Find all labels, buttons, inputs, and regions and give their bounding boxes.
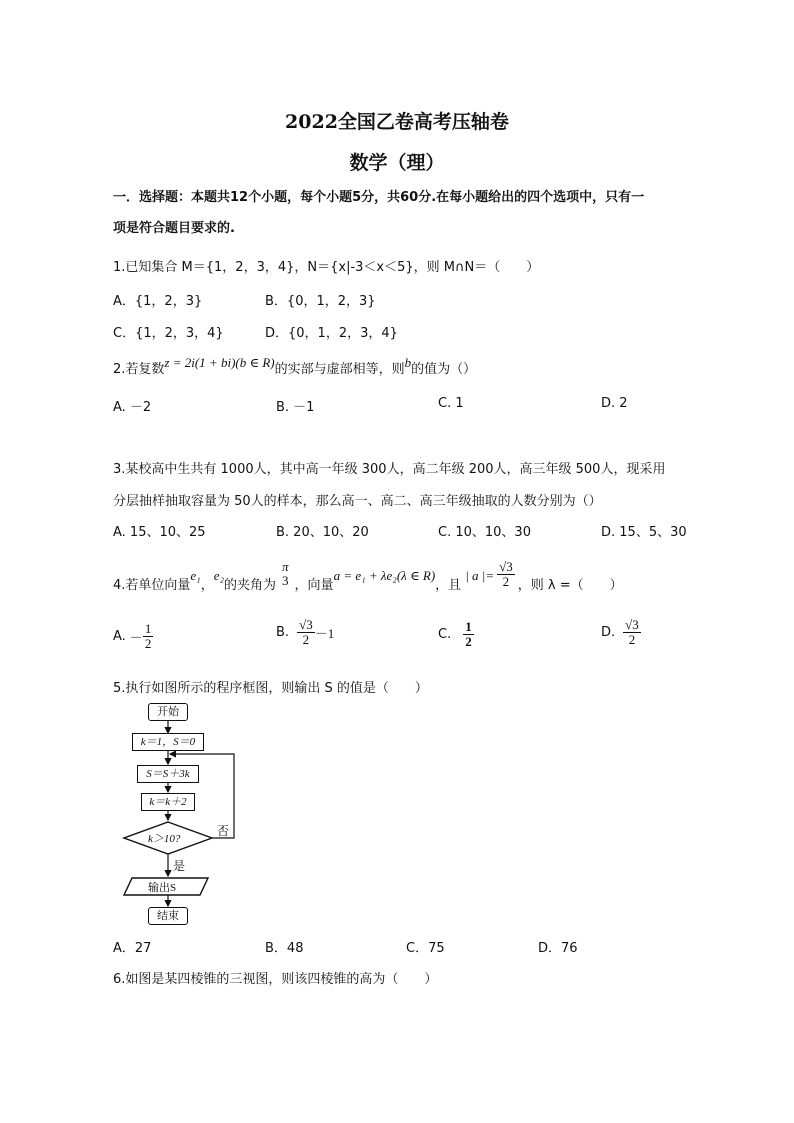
question-4-sep: ，: [200, 577, 214, 593]
question-3-option-a: A. 15、10、25: [113, 525, 206, 540]
question-4-option-d-fraction: [623, 618, 641, 646]
flowchart-condition: k＞10?: [148, 833, 181, 845]
question-2-option-b: B. －1: [276, 400, 315, 415]
question-3-option-d: D. 15、5、30: [601, 525, 687, 540]
question-5-option-b: B．48: [265, 941, 304, 956]
question-3-option-c: C. 10、10、30: [438, 525, 531, 540]
question-4-option-a-label: A.: [113, 628, 126, 644]
question-4-option-d-num: √3: [625, 617, 639, 632]
question-4-option-a-den: 2: [144, 635, 152, 651]
question-4-option-a: [113, 622, 153, 650]
flowchart-yes-label: 是: [173, 859, 186, 873]
question-4-option-c-num: 1: [465, 619, 472, 634]
question-5-option-c: C．75: [406, 941, 445, 956]
question-4-option-a-sign: －: [129, 629, 143, 645]
question-4-stem: [113, 552, 623, 596]
question-5-option-a: A．27: [113, 941, 152, 956]
flowchart-init: k＝1，S＝0: [132, 733, 204, 751]
question-2-formula: z = 2i(1 + bi)(b ∈ R): [164, 355, 275, 370]
question-2-var: b: [404, 355, 412, 370]
question-3-line2: 分层抽样抽取容量为 50人的样本，那么高一、高二、高三年级抽取的人数分别为（）: [113, 494, 602, 509]
question-4-option-b-tail: －1: [314, 625, 335, 641]
question-4-option-a-fraction: [143, 622, 154, 650]
question-2-suffix: 的实部与虚部相等，则: [274, 362, 405, 377]
question-4-e1: e₁: [190, 568, 201, 583]
question-4-abs-fraction: [497, 560, 515, 588]
flowchart-step-s: S＝S＋3k: [137, 765, 199, 783]
question-4-option-d-den: 2: [628, 631, 636, 647]
question-3-option-b: B. 20、10、20: [276, 525, 369, 540]
flowchart: [118, 700, 248, 932]
page-title: 2022全国乙卷高考压轴卷: [285, 111, 509, 133]
question-4-option-c-label: C.: [438, 626, 452, 642]
question-4-option-b-den: 2: [302, 631, 310, 647]
question-4-option-b-fraction: [297, 618, 315, 646]
question-4-two: 2: [502, 573, 510, 589]
question-5-option-d: D．76: [538, 941, 578, 956]
question-1-option-c: C．{1，2，3，4}: [113, 326, 224, 341]
question-4-option-b-num: √3: [299, 617, 313, 632]
flowchart-no-label: 否: [217, 824, 230, 838]
question-4-sqrt3: √3: [499, 558, 513, 574]
question-5-stem: 5.执行如图所示的程序框图，则输出 S 的值是（ ）: [113, 681, 428, 696]
section-instructions-line2: 项是符合题目要求的.: [113, 221, 235, 236]
question-4-option-c-den: 2: [465, 633, 472, 649]
question-1-stem: 1.已知集合 M＝{1，2，3，4}，N＝{x|-3＜x＜5}，则 M∩N＝（ ）: [113, 260, 540, 275]
flowchart-end: 结束: [148, 907, 188, 925]
question-4-end: ，则 λ =（ ）: [517, 577, 623, 593]
question-4-vec-text: ，向量: [294, 577, 334, 593]
question-1-option-d: D．{0，1，2，3，4}: [265, 326, 398, 341]
question-2-stem: [113, 355, 477, 377]
question-2-option-a: A. －2: [113, 400, 152, 415]
question-2-end: 的值为（）: [411, 362, 477, 377]
question-4-e2: e₂: [213, 568, 225, 583]
question-4-pi: π: [282, 559, 289, 575]
question-2-option-c: C. 1: [438, 396, 464, 411]
section-instructions-line1: 一．选择题：本题共12个小题，每个小题5分，共60分.在每小题给出的四个选项中，只有一: [113, 190, 645, 205]
flowchart-start: 开始: [148, 703, 188, 721]
question-4-angle-fraction: [280, 560, 291, 587]
question-3-line1: 3.某校高中生共有 1000人，其中高一年级 300人，高二年级 200人，高三年级 500人，现采用: [113, 462, 666, 477]
page-subtitle: 数学（理）: [349, 152, 445, 174]
flowchart-output: 输出S: [148, 882, 177, 894]
question-4-option-c: [438, 620, 474, 648]
question-4-angle-text: 的夹角为: [224, 577, 277, 593]
question-4-option-a-num: 1: [144, 621, 152, 636]
question-1-option-a: A．{1，2，3}: [113, 294, 203, 309]
question-4-three: 3: [282, 573, 289, 588]
question-6-stem: 6.如图是某四棱锥的三视图，则该四棱锥的高为（ ）: [113, 972, 438, 987]
question-2-option-d: D. 2: [601, 396, 628, 411]
question-4-and: ，且: [435, 577, 462, 593]
question-2-prefix: 2.若复数: [113, 362, 165, 377]
question-4-option-d-label: D.: [601, 624, 616, 640]
question-4-vec-formula: a = e₁ + λe₂(λ ∈ R): [333, 568, 436, 583]
question-4-option-b: [276, 618, 334, 646]
question-4-option-d: [601, 618, 641, 646]
question-4-prefix: 4.若单位向量: [113, 577, 191, 593]
question-4-abs: | a |=: [465, 568, 495, 583]
question-4-option-b-label: B.: [276, 624, 290, 640]
flowchart-step-k: k＝k＋2: [141, 793, 195, 811]
question-1-option-b: B．{0，1，2，3}: [265, 294, 376, 309]
question-4-option-c-fraction: [463, 620, 474, 648]
